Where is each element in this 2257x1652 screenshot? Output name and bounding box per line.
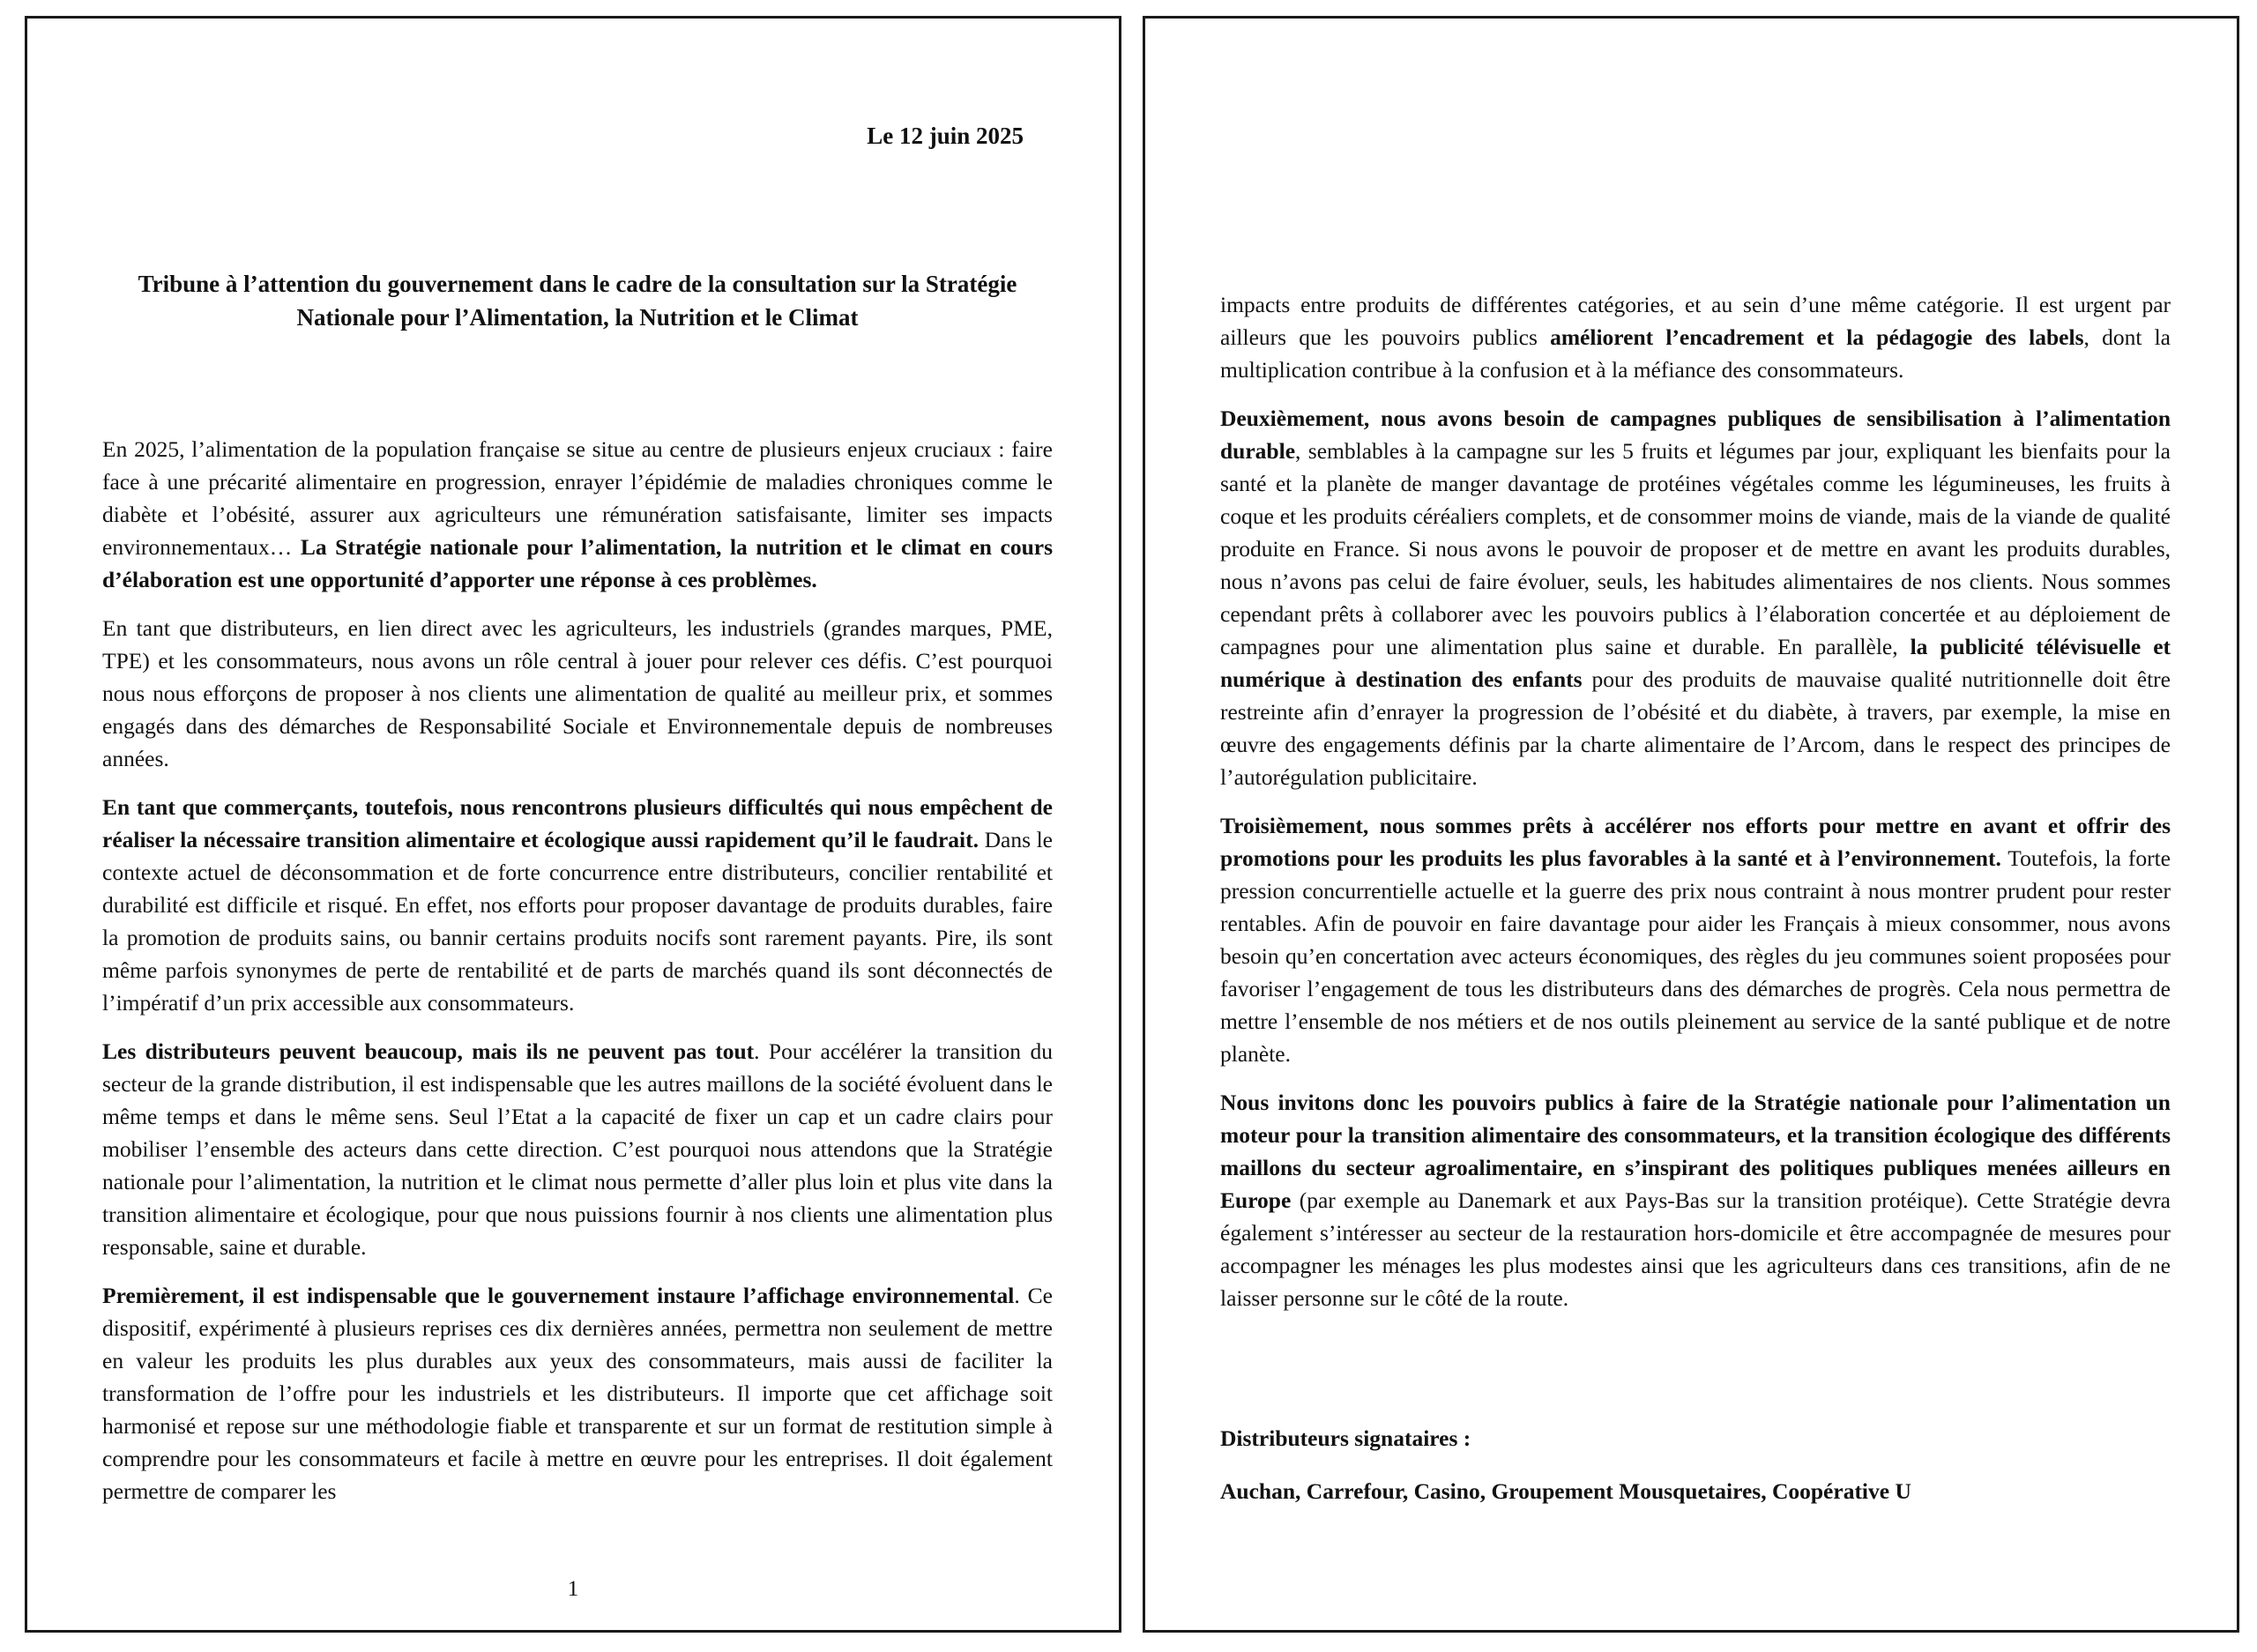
paragraph-limits: Les distributeurs peuvent beaucoup, mais ils ne peuvent pas tout. Pour accélérer la transition du secteur de la grande distribution, il est indispensable que les autres maillons de la société évoluent dans le même temps et dans le même sens. Seul l’Etat a la capacité de fixer un cap et un cadre clairs pour mobiliser l’ensemble des acteurs dans cette direction. C’est pourquoi nous attendons que la Stratégie nationale pour l’alimentation, la nutrition et le climat nous permette d’aller plus loin et plus vite dans la transition alimentaire et écologique, pour que nous puissions fournir à nos clients une alimentation plus responsable, saine et durable.	[102, 1038, 1053, 1260]
signatories-label: Distributeurs signataires :	[1220, 1425, 1471, 1451]
paragraph-role: En tant que distributeurs, en lien direct avec les agriculteurs, les industriels (grandes marques, PME, TPE) et les consommateurs, nous avons un rôle central à jouer pour relever ces défis. C’est pourquoi nous nous efforçons de proposer à nos clients une alimentation de qualité au meilleur prix, et sommes engagés dans des démarches de Responsabilité Sociale et Environnementale depuis de nombreuses années.	[102, 615, 1053, 771]
page-1-body	[102, 433, 1053, 1523]
paragraph-first: Premièrement, il est indispensable que le gouvernement instaure l’affichage environnemental. Ce dispositif, expérimenté à plusieurs reprises ces dix dernières années, permettra non seulement de mettre en valeur les produits les plus durables aux yeux des consommateurs, mais aussi de faciliter la transformation de l’offre pour les industriels et les distributeurs. Il importe que cet affichage soit harmonisé et repose sur une méthodologie fiable et transparente et sur un format de restitution simple à comprendre pour les consommateurs et facile à mettre en œuvre pour les entreprises. Il doit également permettre de comparer les	[102, 1283, 1054, 1504]
paragraph-difficulties: En tant que commerçants, toutefois, nous rencontrons plusieurs difficultés qui nous empêchent de réaliser la nécessaire transition alimentaire et écologique aussi rapidement qu’il le faudrait. Dans le contexte actuel de déconsommation et de forte concurrence entre distributeurs, concilier rentabilité et durabilité est difficile et risqué. En effet, nos efforts pour proposer davantage de produits durables, faire la promotion de produits sains, ou bannir certains produits nocifs sont rarement payants. Pire, ils sont même parfois synonymes de perte de rentabilité et de parts de marchés quand ils sont déconnectés de l’impératif d’un prix accessible aux consommateurs.	[102, 794, 1054, 1016]
signatories-list: Auchan, Carrefour, Casino, Groupement Mousquetaires, Coopérative U	[1220, 1478, 1911, 1504]
document-page-2	[1143, 16, 2239, 1633]
title-line-2: Nationale pour l’Alimentation, la Nutrition et le Climat	[296, 304, 859, 331]
page-number: 1	[567, 1577, 579, 1601]
paragraph-second: Deuxièmement, nous avons besoin de campagnes publiques de sensibilisation à l’alimentation durable, semblables à la campagne sur les 5 fruits et légumes par jour, expliquant les bienfaits pour la santé et la planète de manger davantage de protéines végétales comme les légumineuses, les fruits à coque et les produits céréaliers complets, et de consommer moins de viande, mais de la viande de qualité produite en France. Si nous avons le pouvoir de proposer et de mettre en avant les produits durables, nous n’avons pas celui de faire évoluer, seuls, les habitudes alimentaires de nos clients. Nous sommes cependant prêts à collaborer avec les pouvoirs publics à l’élaboration concertée et au déploiement de campagnes pour une alimentation plus saine et durable. En parallèle, la publicité télévisuelle et numérique à destination des enfants pour des produits de mauvaise qualité nutritionnelle doit être restreinte afin d’enrayer la progression de l’obésité et du diabète, à travers, par exemple, la mise en œuvre des engagements définis par la charte alimentaire de l’Arcom, dans le respect des principes de l’autorégulation publicitaire.	[1220, 406, 2171, 790]
document-title	[102, 267, 1053, 334]
paragraph-conclusion: Nous invitons donc les pouvoirs publics à faire de la Stratégie nationale pour l’alimentation un moteur pour la transition alimentaire des consommateurs, et la transition écologique des différents maillons du secteur agroalimentaire, en s’inspirant des politiques publiques menées ailleurs en Europe (par exemple au Danemark et aux Pays-Bas sur la transition protéique). Cette Stratégie devra également s’intéresser au secteur de la restauration hors-domicile et être accompagnée de mesures pour accompagner les ménages les plus modestes ainsi que les agriculteurs dans ces transitions, afin de ne laisser personne sur le côté de la route.	[1220, 1090, 2171, 1311]
paragraph-labels: impacts entre produits de différentes catégories, et au sein d’une même catégorie. Il est urgent par ailleurs que les pouvoirs publics améliorent l’encadrement et la pédagogie des labels, dont la multiplication contribue à la confusion et à la méfiance des consommateurs.	[1220, 292, 2171, 383]
title-line-1: Tribune à l’attention du gouvernement dans le cadre de la consultation sur la Stratégie	[138, 271, 1017, 297]
paragraph-third: Troisièmement, nous sommes prêts à accélérer nos efforts pour mettre en avant et offrir des promotions pour les produits les plus favorables à la santé et à l’environnement. Toutefois, la forte pression concurrentielle actuelle et la guerre des prix nous contraint à nous montrer prudent pour rester rentables. Afin de pouvoir en faire davantage pour aider les Français à mieux consommer, nous avons besoin qu’en concertation avec acteurs économiques, des règles du jeu communes soient proposées pour favoriser l’engagement de tous les distributeurs dans des démarches de progrès. Cela nous permettra de mettre l’ensemble de nos métiers et de nos outils pleinement au service de la santé publique et de notre planète.	[1220, 813, 2171, 1067]
document-date: Le 12 juin 2025	[867, 123, 1024, 149]
document-page-1	[25, 16, 1121, 1633]
paragraph-intro: En 2025, l’alimentation de la population française se situe au centre de plusieurs enjeux cruciaux : faire face à une précarité alimentaire en progression, enrayer l’épidémie de maladies chroniques comme le diabète et l’obésité, assurer aux agriculteurs une rémunération satisfaisante, limiter ses impacts environnementaux… La Stratégie nationale pour l’alimentation, la nutrition et le climat en cours d’élaboration est une opportunité d’apporter une réponse à ces problèmes.	[102, 436, 1053, 592]
page-2-body	[1220, 288, 2171, 1330]
